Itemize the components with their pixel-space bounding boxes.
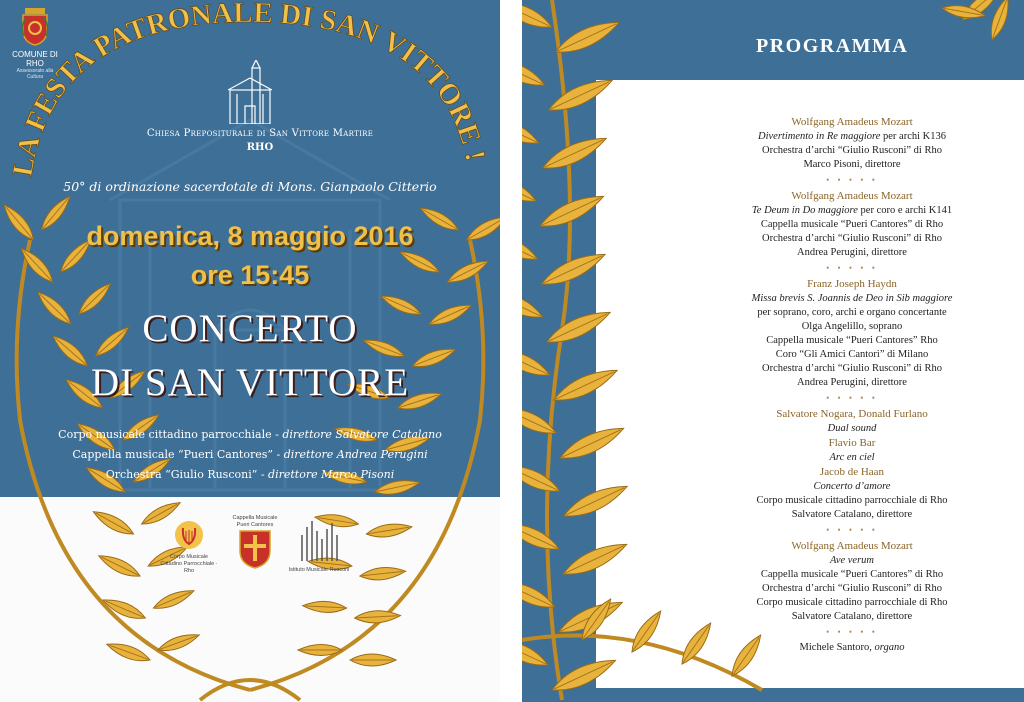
organist-line	[722, 641, 982, 655]
performer-line: Marco Pisoni, direttore	[803, 159, 901, 170]
flyer-program	[522, 0, 1024, 702]
performer-line: Orchestra d’archi “Giulio Rusconi” di Rho	[762, 233, 942, 244]
laurel-leaf	[522, 227, 541, 266]
program-item	[722, 115, 982, 186]
performer-line	[20, 428, 480, 441]
concert-title-line1: CONCERTO	[142, 307, 358, 350]
ordination-anniversary: 50° di ordinazione sacerdotale di Mons. Gianpaolo Citterio	[63, 179, 437, 194]
composer-name: Salvatore Nogara, Donald Furlano	[776, 408, 928, 420]
performer-line: Cappella musicale “Pueri Cantores” di Rho	[760, 569, 944, 580]
work-title: Arc en ciel	[829, 452, 875, 463]
separator: • • • • •	[826, 263, 878, 273]
laurel-leaf	[557, 421, 628, 466]
work-title: Dual sound	[827, 423, 877, 434]
cappella-shield-icon	[238, 529, 272, 569]
laurel-leaf	[354, 610, 401, 624]
program-item	[722, 539, 982, 638]
laurel-leaf	[359, 565, 406, 582]
performer-director: direttore Salvatore Catalano	[282, 428, 442, 441]
organ-pipes-icon	[296, 517, 342, 563]
performer-line: Orchestra d’archi “Giulio Rusconi” di Rho	[762, 363, 942, 374]
work-detail: per archi K136	[880, 131, 946, 142]
istituto-musicale-logo	[288, 517, 350, 574]
laurel-leaf	[552, 15, 623, 60]
program-item	[722, 407, 982, 536]
church-name: Chiesa Prepositurale di San Vittore Martire	[146, 128, 374, 139]
work-title: Te Deum in Do maggiore	[751, 205, 858, 216]
performer-line: Andrea Perugini, direttore	[797, 377, 907, 388]
church-icon	[228, 60, 272, 124]
laurel-leaf	[522, 0, 555, 34]
composer-name: Jacob de Haan	[819, 466, 885, 478]
work-title: Missa brevis S. Joannis de Deo in Sib maggiore	[751, 293, 953, 304]
work-title: Divertimento in Re maggiore	[758, 131, 881, 142]
performer-ensemble: Orchestra “Giulio Rusconi” -	[105, 468, 269, 481]
laurel-leaf	[545, 73, 616, 118]
laurel-leaf	[560, 479, 631, 524]
separator: • • • • •	[826, 525, 878, 535]
laurel-leaf	[539, 131, 610, 176]
composer-name: Flavio Bar	[828, 437, 876, 449]
work-title: Concerto d’amore	[813, 481, 891, 492]
comune-sublabel: Assessorato alla Cultura	[16, 68, 54, 80]
laurel-leaf	[522, 169, 539, 208]
istituto-logo-text: Istituto Musicale Rusconi	[288, 567, 350, 573]
performer-line: Orchestra d’archi “Giulio Rusconi” di Rho	[762, 583, 942, 594]
event-time: ore 15:45	[190, 260, 310, 290]
performer-director: direttore Andrea Perugini	[283, 448, 428, 461]
corpo-logo-line2: Cittadino Parrocchiale · Rho	[160, 561, 218, 574]
flyer-front	[0, 0, 500, 702]
composer-name: Wolfgang Amadeus Mozart	[791, 540, 913, 552]
laurel-leaf	[522, 517, 562, 556]
laurel-leaf	[550, 363, 621, 408]
laurel-leaf	[350, 654, 396, 666]
church-city: RHO	[246, 142, 274, 153]
performer-line: Salvatore Catalano, direttore	[791, 611, 913, 622]
separator: • • • • •	[826, 175, 878, 185]
laurel-leaf	[522, 111, 542, 150]
concert-title-line2: DI SAN VITTORE	[90, 361, 410, 404]
cappella-logo-line2: Pueri Cantores	[236, 522, 274, 528]
corpo-musicale-logo	[158, 520, 220, 575]
performer-ensemble: Cappella musicale “Pueri Cantores” -	[72, 448, 284, 461]
separator: • • • • •	[826, 627, 878, 637]
organist-role: organo	[874, 642, 905, 653]
laurel-leaf	[543, 305, 614, 350]
laurel-leaf	[522, 459, 563, 498]
performer-line: Cappella musicale “Pueri Cantores” Rho	[766, 335, 938, 346]
performer-line: Corpo musicale cittadino parrocchiale di Rho	[756, 495, 948, 506]
laurel-leaf	[365, 521, 412, 540]
work-detail: per coro e archi K141	[857, 205, 953, 216]
composer-name: Wolfgang Amadeus Mozart	[791, 116, 913, 128]
work-line	[722, 130, 982, 144]
performer-line	[20, 468, 480, 481]
composer-name: Franz Joseph Haydn	[807, 278, 897, 290]
performer-ensemble: Corpo musicale cittadino parrocchiale -	[58, 428, 283, 441]
laurel-leaf	[522, 343, 553, 382]
event-date: domenica, 8 maggio 2016	[86, 221, 414, 251]
laurel-leaf	[522, 53, 548, 92]
lyre-icon	[174, 520, 204, 550]
performer-line	[20, 448, 480, 461]
comune-label: COMUNE DI RHO	[12, 50, 58, 68]
performer-line: Cappella musicale “Pueri Cantores” di Rho	[760, 219, 944, 230]
performer-line: Olga Angelillo, soprano	[801, 321, 903, 332]
laurel-leaf	[302, 600, 347, 613]
program-item	[722, 277, 982, 404]
corpo-logo-line1: Corpo Musicale	[169, 554, 209, 560]
festa-patronale-title: LA FESTA PATRONALE DI SAN VITTORE !	[6, 0, 492, 179]
laurel-leaf	[986, 0, 1013, 42]
performer-line: Orchestra d’archi “Giulio Rusconi” di Rho	[762, 145, 942, 156]
laurel-leaf	[560, 537, 631, 582]
composer-name: Wolfgang Amadeus Mozart	[791, 190, 913, 202]
laurel-leaf	[96, 550, 143, 581]
cappella-logo-line1: Cappella Musicale	[232, 515, 278, 521]
performer-line: Corpo musicale cittadino parrocchiale di Rho	[756, 597, 948, 608]
cappella-musicale-logo	[225, 515, 285, 573]
program-item	[722, 189, 982, 274]
work-title: Ave verum	[829, 555, 875, 566]
work-line	[722, 204, 982, 218]
laurel-leaf	[90, 506, 136, 539]
performer-line: Coro “Gli Amici Cantori” di Milano	[775, 349, 929, 360]
performer-line: Andrea Perugini, direttore	[797, 247, 907, 258]
performer-line: per soprano, coro, archi e organo concertante	[757, 307, 947, 318]
performer-director: direttore Marco Pisoni	[268, 468, 395, 481]
laurel-leaf	[538, 247, 609, 292]
laurel-leaf	[522, 285, 546, 324]
laurel-leaf	[151, 586, 196, 613]
organist-name: Michele Santoro,	[799, 642, 875, 653]
performer-line: Salvatore Catalano, direttore	[791, 509, 913, 520]
program-list	[722, 115, 982, 655]
separator: • • • • •	[826, 393, 878, 403]
programma-title: PROGRAMMA	[756, 35, 909, 57]
